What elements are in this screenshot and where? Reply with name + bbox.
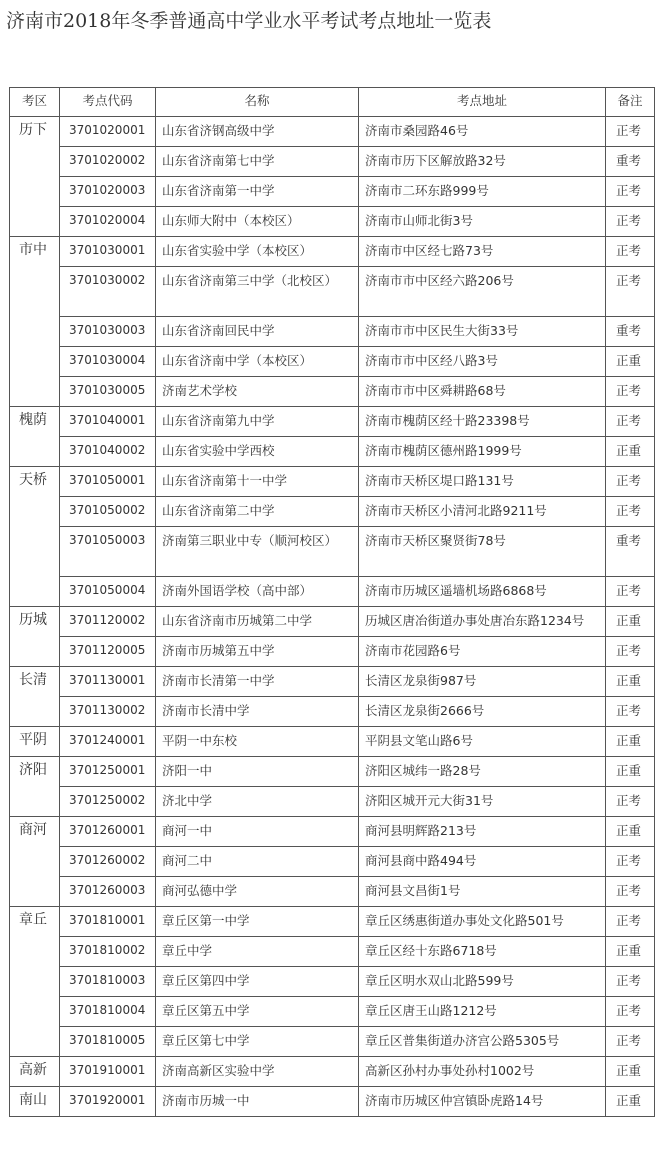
name-cell: 山东师大附中（本校区） [156,207,359,237]
address-cell: 章丘区唐王山路1212号 [359,997,606,1027]
name-cell: 济南市长清中学 [156,697,359,727]
address-cell: 济南市槐荫区德州路1999号 [359,437,606,467]
address-cell: 济南市槐荫区经十路23398号 [359,407,606,437]
address-cell: 商河县明辉路213号 [359,817,606,847]
table-row [10,407,655,437]
district-cell: 历城 [10,607,60,667]
table-row [10,727,655,757]
remark-cell: 正考 [606,1027,655,1057]
header-remark: 备注 [606,88,655,117]
address-cell: 济南市中区经七路73号 [359,237,606,267]
address-cell: 历城区唐冶街道办事处唐冶东路1234号 [359,607,606,637]
code-cell: 3701030005 [60,377,156,407]
address-cell: 章丘区普集街道办济宫公路5305号 [359,1027,606,1057]
address-cell: 济南市二环东路999号 [359,177,606,207]
remark-cell: 正重 [606,817,655,847]
code-cell: 3701050003 [60,527,156,577]
code-cell: 3701050001 [60,467,156,497]
name-cell: 山东省济南第十一中学 [156,467,359,497]
address-cell: 济南市天桥区小清河北路9211号 [359,497,606,527]
name-cell: 章丘中学 [156,937,359,967]
code-cell: 3701130002 [60,697,156,727]
header-code: 考点代码 [60,88,156,117]
table-row [10,437,655,467]
remark-cell: 正重 [606,1057,655,1087]
table-row [10,757,655,787]
address-cell: 济南市历城区遥墙机场路6868号 [359,577,606,607]
code-cell: 3701030002 [60,267,156,317]
table-row [10,877,655,907]
address-cell: 济南市桑园路46号 [359,117,606,147]
district-cell: 平阴 [10,727,60,757]
code-cell: 3701810002 [60,937,156,967]
table-row [10,577,655,607]
header-district: 考区 [10,88,60,117]
name-cell: 山东省济南市历城第二中学 [156,607,359,637]
table-row [10,527,655,577]
address-cell: 长清区龙泉街2666号 [359,697,606,727]
remark-cell: 重考 [606,147,655,177]
table-row [10,237,655,267]
table-row [10,667,655,697]
remark-cell: 正考 [606,787,655,817]
remark-cell: 正考 [606,577,655,607]
code-cell: 3701020004 [60,207,156,237]
code-cell: 3701030004 [60,347,156,377]
remark-cell: 正重 [606,667,655,697]
table-row [10,147,655,177]
district-cell: 长清 [10,667,60,727]
table-row [10,1087,655,1117]
name-cell: 山东省济南第三中学（北校区） [156,267,359,317]
table-header-row [10,88,655,117]
name-cell: 章丘区第七中学 [156,1027,359,1057]
code-cell: 3701120005 [60,637,156,667]
table-row [10,467,655,497]
name-cell: 山东省济南第二中学 [156,497,359,527]
name-cell: 章丘区第四中学 [156,967,359,997]
exam-site-table [9,87,655,1117]
code-cell: 3701050004 [60,577,156,607]
code-cell: 3701260002 [60,847,156,877]
district-cell: 市中 [10,237,60,407]
code-cell: 3701040002 [60,437,156,467]
address-cell: 济南市花园路6号 [359,637,606,667]
table-row [10,377,655,407]
table-row [10,997,655,1027]
name-cell: 章丘区第五中学 [156,997,359,1027]
header-name: 名称 [156,88,359,117]
code-cell: 3701810001 [60,907,156,937]
name-cell: 章丘区第一中学 [156,907,359,937]
table-row [10,497,655,527]
district-cell: 章丘 [10,907,60,1057]
remark-cell: 正重 [606,757,655,787]
table-row [10,697,655,727]
remark-cell: 正考 [606,847,655,877]
name-cell: 山东省济南中学（本校区） [156,347,359,377]
remark-cell: 正考 [606,207,655,237]
address-cell: 长清区龙泉街987号 [359,667,606,697]
code-cell: 3701260003 [60,877,156,907]
name-cell: 山东省济钢高级中学 [156,117,359,147]
table-row [10,177,655,207]
code-cell: 3701810003 [60,967,156,997]
code-cell: 3701810004 [60,997,156,1027]
name-cell: 山东省济南回民中学 [156,317,359,347]
name-cell: 济南高新区实验中学 [156,1057,359,1087]
district-cell: 天桥 [10,467,60,607]
remark-cell: 正考 [606,177,655,207]
remark-cell: 正考 [606,997,655,1027]
address-cell: 济阳区城开元大街31号 [359,787,606,817]
code-cell: 3701240001 [60,727,156,757]
table-body [10,117,655,1117]
remark-cell: 正考 [606,117,655,147]
address-cell: 济南市历城区仲宫镇卧虎路14号 [359,1087,606,1117]
table-row [10,787,655,817]
district-cell: 济阳 [10,757,60,817]
address-cell: 济南市市中区经六路206号 [359,267,606,317]
address-cell: 高新区孙村办事处孙村1002号 [359,1057,606,1087]
address-cell: 济南市山师北街3号 [359,207,606,237]
name-cell: 山东省济南第七中学 [156,147,359,177]
remark-cell: 正重 [606,1087,655,1117]
address-cell: 商河县文昌街1号 [359,877,606,907]
code-cell: 3701030003 [60,317,156,347]
address-cell: 商河县商中路494号 [359,847,606,877]
table-row [10,1027,655,1057]
code-cell: 3701250002 [60,787,156,817]
table-row [10,267,655,317]
remark-cell: 正重 [606,347,655,377]
table-row [10,907,655,937]
address-cell: 济南市市中区舜耕路68号 [359,377,606,407]
address-cell: 济阳区城纬一路28号 [359,757,606,787]
remark-cell: 正考 [606,497,655,527]
name-cell: 山东省济南第九中学 [156,407,359,437]
remark-cell: 正考 [606,637,655,667]
remark-cell: 正考 [606,237,655,267]
code-cell: 3701810005 [60,1027,156,1057]
address-cell: 济南市市中区经八路3号 [359,347,606,377]
remark-cell: 正考 [606,907,655,937]
remark-cell: 正重 [606,607,655,637]
name-cell: 济南外国语学校（高中部） [156,577,359,607]
table-row [10,117,655,147]
table-row [10,317,655,347]
name-cell: 山东省济南第一中学 [156,177,359,207]
district-cell: 南山 [10,1087,60,1117]
name-cell: 济南市历城第五中学 [156,637,359,667]
table-row [10,967,655,997]
remark-cell: 重考 [606,317,655,347]
address-cell: 济南市市中区民生大街33号 [359,317,606,347]
address-cell: 章丘区明水双山北路599号 [359,967,606,997]
remark-cell: 正考 [606,697,655,727]
name-cell: 济阳一中 [156,757,359,787]
table-row [10,847,655,877]
address-cell: 济南市历下区解放路32号 [359,147,606,177]
code-cell: 3701130001 [60,667,156,697]
table-row [10,637,655,667]
remark-cell: 正重 [606,937,655,967]
name-cell: 商河二中 [156,847,359,877]
name-cell: 济南艺术学校 [156,377,359,407]
code-cell: 3701050002 [60,497,156,527]
address-cell: 平阴县文笔山路6号 [359,727,606,757]
remark-cell: 正重 [606,727,655,757]
remark-cell: 正重 [606,437,655,467]
code-cell: 3701910001 [60,1057,156,1087]
name-cell: 山东省实验中学（本校区） [156,237,359,267]
header-address: 考点地址 [359,88,606,117]
address-cell: 章丘区经十东路6718号 [359,937,606,967]
table-row [10,937,655,967]
code-cell: 3701040001 [60,407,156,437]
name-cell: 济南市历城一中 [156,1087,359,1117]
code-cell: 3701020002 [60,147,156,177]
remark-cell: 正考 [606,267,655,317]
code-cell: 3701120002 [60,607,156,637]
district-cell: 商河 [10,817,60,907]
name-cell: 商河一中 [156,817,359,847]
remark-cell: 正考 [606,877,655,907]
name-cell: 济北中学 [156,787,359,817]
remark-cell: 正考 [606,407,655,437]
district-cell: 历下 [10,117,60,237]
code-cell: 3701020001 [60,117,156,147]
page-title: 济南市2018年冬季普通高中学业水平考试考点地址一览表 [6,10,492,32]
name-cell: 商河弘德中学 [156,877,359,907]
name-cell: 济南第三职业中专（顺河校区） [156,527,359,577]
remark-cell: 重考 [606,527,655,577]
district-cell: 槐荫 [10,407,60,467]
code-cell: 3701030001 [60,237,156,267]
table-row [10,207,655,237]
table-row [10,817,655,847]
code-cell: 3701020003 [60,177,156,207]
table-row [10,607,655,637]
name-cell: 平阴一中东校 [156,727,359,757]
remark-cell: 正考 [606,467,655,497]
address-cell: 济南市天桥区聚贤街78号 [359,527,606,577]
table-row [10,1057,655,1087]
remark-cell: 正考 [606,967,655,997]
district-cell: 高新 [10,1057,60,1087]
address-cell: 章丘区绣惠街道办事处文化路501号 [359,907,606,937]
address-cell: 济南市天桥区堤口路131号 [359,467,606,497]
name-cell: 济南市长清第一中学 [156,667,359,697]
code-cell: 3701920001 [60,1087,156,1117]
name-cell: 山东省实验中学西校 [156,437,359,467]
remark-cell: 正考 [606,377,655,407]
code-cell: 3701260001 [60,817,156,847]
table-row [10,347,655,377]
code-cell: 3701250001 [60,757,156,787]
